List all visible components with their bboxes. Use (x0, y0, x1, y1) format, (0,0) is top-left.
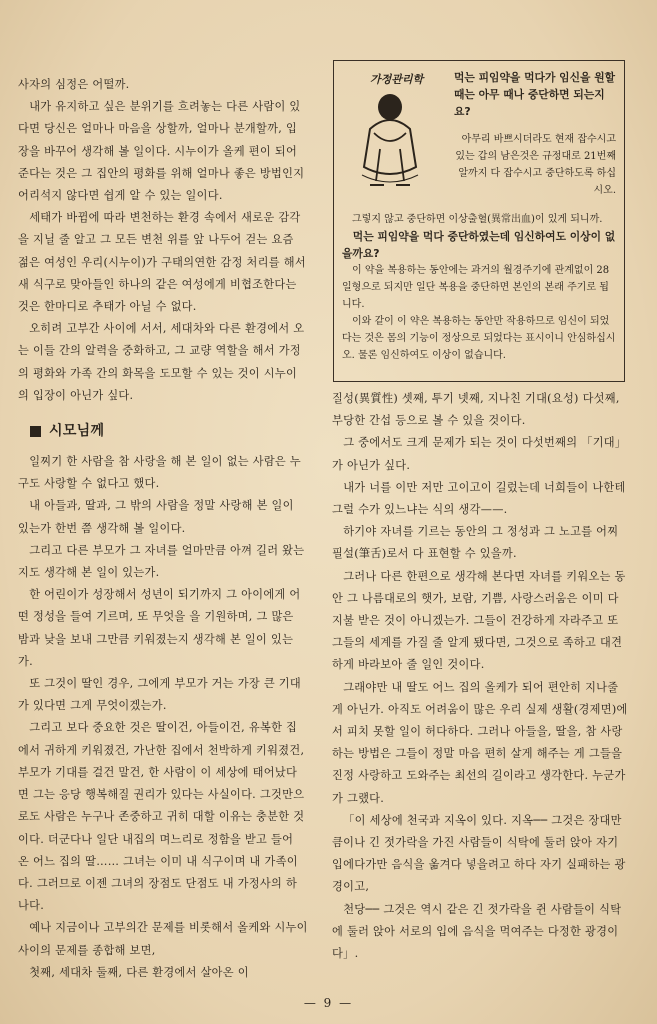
paragraph: 사자의 심정은 어떨까. (18, 78, 130, 91)
paragraph: 그리고 보다 중요한 것은 딸이건, 아들이건, 유복한 집에서 귀하게 키워졌건, 가난한 집에서 천박하게 키워졌건, 부모가 기대를 걸건 말건, 한 사람이 이 세상에 태어났다면 그는 응당 행복해질 권리가 있다는 사실이다. 그것만으로도 사람은 누구나 존중하고 귀히 대할 이유는 충분한 것이다. 더군다나 일단 내집의 며느리로 정함을 받고 들어 온 어느 집의 딸…… 그녀는 이미 내 식구이며 내 가족이다. 그러므로 이젠 그녀의 장점도 단점도 내 가정사의 하나다. (18, 721, 305, 913)
paragraph: 그리고 다른 부모가 그 자녀를 얼마만큼 아껴 길러 왔는지도 생각해 본 일이 있는가. (18, 543, 305, 580)
paragraph: 하기야 자녀를 기르는 동안의 그 정성과 그 노고를 어찌 필설(筆舌)로서 다 표현할 수 있을까. (332, 525, 619, 561)
paragraph: 세태가 바뀜에 따라 변천하는 환경 속에서 새로운 감각을 지닐 줄 알고 그 모든 변천 위를 앞 나두어 걷는 요즘 젊은 여성인 우리(시누이)가 구태의연한 감정 처리를 해서 새 식구로 맞아들인 하나의 같은 여성에게 비협조한다는 것은 한마디로 추태가 아닐 수 없다. (18, 211, 306, 314)
paragraph: 그 중에서도 크게 문제가 되는 것이 다섯번째의 「기대」가 아닌가 싶다. (332, 436, 627, 472)
paragraph: 예나 지금이나 고부의간 문제를 비롯해서 올케와 시누이 사이의 문제를 종합해 보면, (18, 921, 308, 957)
paragraph: 그러나 다른 한편으로 생각해 본다면 자녀를 키워오는 동안 그 나름대로의 햇가, 보람, 기쁨, 사랑스러움은 이미 다 지불 받은 것이 아니겠는가. 그들이 건강하게 자라주고 또 그들의 세계를 가질 줄 알게 됐다면, 그것으로 족하고 대견하게 바라보아 줄 일인 것이다. (332, 569, 626, 672)
box-tag: 가정관리학 (370, 73, 424, 86)
paragraph: 내가 유지하고 싶은 분위기를 흐려놓는 다른 사람이 있다면 당신은 얼마나 마음을 상할까, 얼마나 분개할까, 입장을 바꾸어 생각해 볼 일이다. 시누이가 올케 편이 되어 준다는 것은 그 집안의 평화를 위해 얼마나 좋은 방법인지 어리석지 않다면 쉽게 알 수 있는 일이다. (18, 100, 305, 203)
paragraph: 내 아들과, 딸과, 그 밖의 사람을 정말 사랑해 본 일이 있는가 한번 쯤 생각해 볼 일이다. (18, 499, 294, 535)
paragraph: 질성(異質性) 셋째, 투기 넷째, 지나친 기대(요성) 다섯째, 부당한 간섭 등으로 볼 수 있을 것이다. (332, 392, 620, 428)
right-column (332, 388, 628, 965)
qa-box (333, 60, 625, 382)
square-bullet-icon (30, 426, 41, 437)
paragraph: 그래야만 내 딸도 어느 집의 올케가 되어 편안히 지나줄게 아닌가. 아직도 어려움이 많은 우리 실제 생활(경제면)에서 피치 못할 일이 허다하다. 그러나 아들을, 딸을, 참 사랑하는 방법은 그들이 정말 마음 편히 살게 해주는 게 그들을 진정 사랑하고 도와주는 최선의 길이라고 생각한다. 누군가가 그랬다. (332, 680, 628, 805)
paragraph: 한 어린이가 성장해서 성년이 되기까지 그 아이에게 어떤 정성을 들여 기르며, 또 무엇을 을 기원하며, 그 많은 밤과 낮을 보내 그만큼 키워졌는지 생각해 본 일이 있는가. (18, 588, 301, 668)
paragraph: 천당── 그것은 역시 같은 긴 젓가락을 쥔 사람들이 식탁에 둘러 앉아 서로의 입에 음식을 먹여주는 다정한 광경이다」. (332, 902, 622, 961)
paragraph: 「이 세상에 천국과 지옥이 있다. 지옥── 그것은 장대만큼이나 긴 젓가락을 가진 사람들이 식탁에 둘러 앉아 자기 입에다가만 음식을 옮겨다 넣을려고 하다 자기 실패하는 광경이고, (332, 813, 626, 894)
section-heading (30, 421, 308, 441)
seated-woman-illustration-icon (350, 89, 430, 189)
page-number: — 9 — (303, 996, 354, 1010)
box-question: 먹는 피임약을 먹다 중단하였는데 임신하여도 이상이 없을까요? (342, 230, 616, 260)
box-question: 먹는 피임약을 먹다가 임신을 원할 때는 아무 때나 중단하면 되는지요? (454, 71, 616, 118)
paragraph: 또 그것이 딸인 경우, 그에게 부모가 거는 가장 큰 기대가 있다면 그게 무엇이겠는가. (18, 677, 301, 713)
paragraph: 일찌기 한 사람을 참 사랑을 해 본 일이 없는 사람은 누구도 사랑할 수 없다고 했다. (18, 455, 301, 491)
box-answer: 이와 같이 이 약은 복용하는 동안만 작용하므로 임신이 되었다는 것은 몸의 기능이 정상으로 되었다는 표시이니 안심하십시오. 물론 임신하여도 이상이 없습니다. (342, 316, 616, 361)
box-answer: 그렇지 않고 중단하면 이상출혈(異常出血)이 있게 되니까. (352, 214, 603, 225)
box-body (342, 211, 618, 364)
paragraph: 첫째, 세대차 둘째, 다른 환경에서 살아온 이 (29, 965, 249, 979)
paragraph: 내가 너를 이만 저만 고이고이 길렀는데 너희들이 나한테 그럴 수가 있느냐는 식의 생각——. (332, 480, 626, 517)
box-answer: 아무리 바쁘시더라도 현재 잡수시고 있는 갑의 남은것은 규정대로 21번째 알까지 다 잡수시고 중단하도록 하십시오. (455, 134, 616, 196)
section-title: 시모님께 (49, 423, 105, 440)
paragraph: 오히려 고부간 사이에 서서, 세대차와 다른 환경에서 오는 이들 간의 알력을 중화하고, 그 교량 역할을 해서 가정의 평화와 가족 간의 화목을 도모할 수 있는 것이 시누이의 입장이 아닌가 싶다. (18, 322, 305, 402)
left-column (18, 74, 308, 984)
box-answer: 이 약을 복용하는 동안에는 과거의 월경주기에 관계없이 28일형으로 되지만 일단 복용을 중단하면 본인의 본래 주기로 됩니다. (342, 265, 610, 310)
